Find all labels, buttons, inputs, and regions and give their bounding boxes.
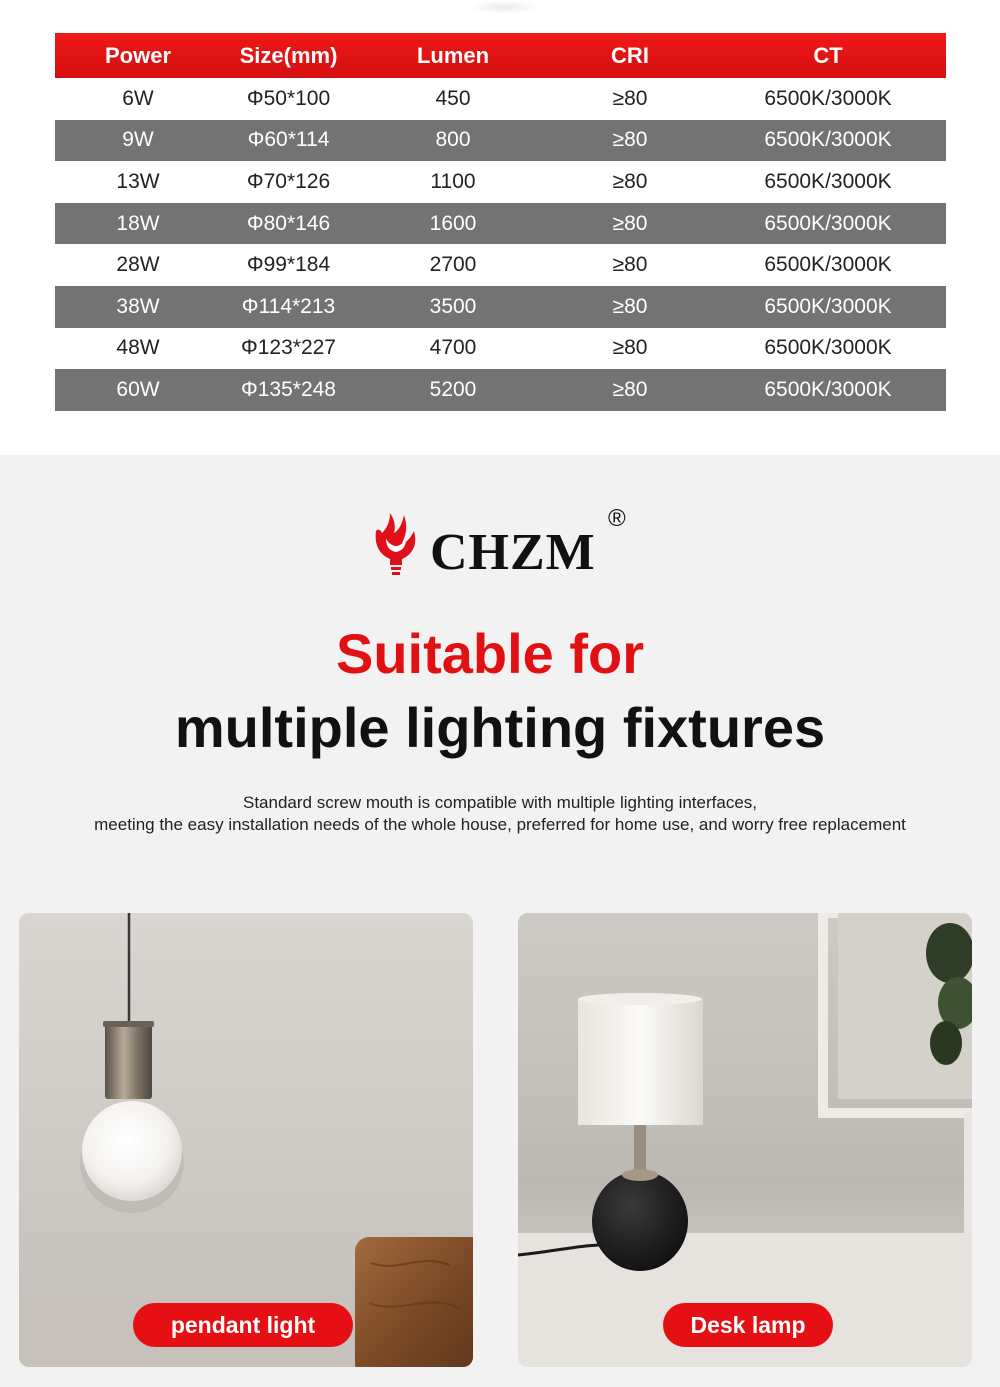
cell-size: Φ99*184: [246, 253, 331, 277]
cell-cri: ≥80: [550, 286, 710, 328]
cell-lumen: 3500: [356, 286, 550, 328]
cell-ct: 6500K/3000K: [710, 120, 946, 162]
cell-ct: 6500K/3000K: [764, 169, 892, 193]
registered-mark: ®: [608, 505, 626, 532]
description-line1: Standard screw mouth is compatible with multiple lighting interfaces,: [242, 793, 758, 812]
cell-cri: ≥80: [612, 169, 648, 193]
spec-table-header: [55, 33, 946, 78]
cell-lumen: 5200: [356, 369, 550, 411]
table-row: [55, 78, 946, 120]
flame-bulb-logo-icon: [368, 505, 428, 580]
pendant-light-card: [19, 913, 473, 1367]
cell-power: 6W: [122, 86, 154, 110]
table-row: [55, 328, 946, 370]
header-lumen: Lumen: [356, 33, 550, 78]
pendant-light-label: pendant light: [133, 1303, 353, 1347]
table-row: [55, 120, 946, 162]
brand-name: CHZM: [430, 524, 596, 581]
table-row: [55, 203, 946, 245]
cell-ct: 6500K/3000K: [764, 253, 892, 277]
cell-cri: ≥80: [612, 253, 648, 277]
cell-cri: ≥80: [612, 336, 648, 360]
header-size: Size(mm): [221, 33, 356, 78]
cell-power: 38W: [55, 286, 221, 328]
cell-size: Φ123*227: [240, 336, 336, 360]
table-row: [55, 286, 946, 328]
cell-power: 9W: [55, 120, 221, 162]
cell-size: Φ80*146: [221, 203, 356, 245]
cell-ct: 6500K/3000K: [764, 336, 892, 360]
cell-lumen: 2700: [429, 253, 477, 277]
cell-lumen: 1100: [430, 169, 476, 193]
cell-lumen: 1600: [356, 203, 550, 245]
header-ct: CT: [710, 33, 946, 78]
cell-lumen: 450: [435, 86, 471, 110]
header-power: Power: [55, 33, 221, 78]
cell-size: Φ50*100: [246, 86, 331, 110]
table-row: [55, 244, 946, 286]
headline-line1: Suitable for: [335, 622, 645, 685]
desk-lamp-image: [518, 913, 972, 1367]
bulb-top-glow: [470, 0, 540, 14]
cell-size: Φ135*248: [221, 369, 356, 411]
cell-cri: ≥80: [612, 86, 648, 110]
cell-cri: ≥80: [550, 369, 710, 411]
table-row: [55, 161, 946, 203]
cell-power: 18W: [55, 203, 221, 245]
cell-size: Φ114*213: [221, 286, 356, 328]
cell-size: Φ70*126: [246, 169, 331, 193]
cell-cri: ≥80: [550, 203, 710, 245]
desk-lamp-label: Desk lamp: [663, 1303, 833, 1347]
cell-power: 48W: [116, 336, 160, 360]
cell-lumen: 4700: [429, 336, 477, 360]
cell-ct: 6500K/3000K: [764, 86, 892, 110]
cell-ct: 6500K/3000K: [710, 203, 946, 245]
cell-ct: 6500K/3000K: [710, 369, 946, 411]
desk-lamp-card: [518, 913, 972, 1367]
cell-power: 60W: [55, 369, 221, 411]
cell-power: 13W: [116, 169, 160, 193]
cell-lumen: 800: [356, 120, 550, 162]
cell-power: 28W: [116, 253, 160, 277]
cell-cri: ≥80: [550, 120, 710, 162]
brand-logo: [368, 505, 638, 580]
cell-size: Φ60*114: [221, 120, 356, 162]
description: [0, 792, 1000, 836]
description-line2: meeting the easy installation needs of the whole house, preferred for home use, and worry free replacement: [94, 815, 906, 834]
pendant-light-image: [19, 913, 473, 1367]
header-cri: CRI: [550, 33, 710, 78]
headline-line2: multiple lighting fixtures: [174, 696, 826, 759]
table-row: [55, 369, 946, 411]
cell-ct: 6500K/3000K: [710, 286, 946, 328]
spec-table: [55, 33, 946, 411]
